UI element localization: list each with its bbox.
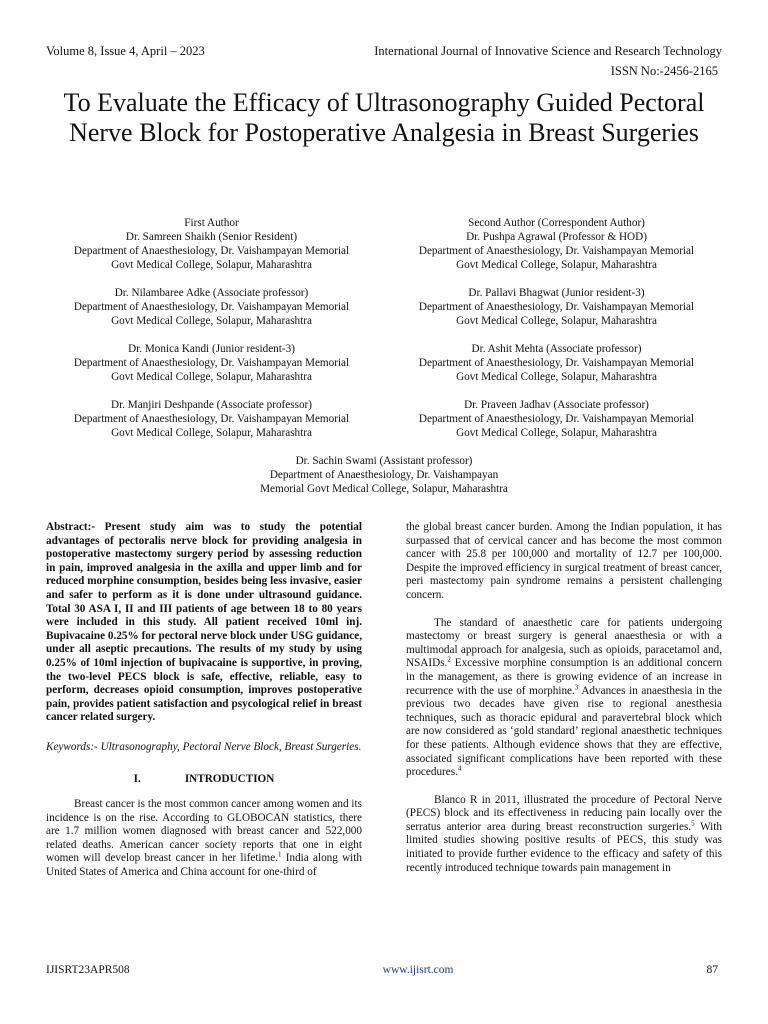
left-column xyxy=(46,521,362,880)
journal-url-link[interactable]: www.ijisrt.com xyxy=(382,964,454,976)
page-number: 87 xyxy=(706,964,718,976)
author-name: Dr. Praveen Jadhav (Associate professor) xyxy=(464,399,649,411)
author-entry xyxy=(46,398,377,440)
author-inst: Govt Medical College, Solapur, Maharashtra xyxy=(456,427,657,439)
author-entry xyxy=(46,454,722,496)
author-dept: Department of Anaesthesiology, Dr. Vaishampayan Memorial xyxy=(418,301,695,313)
author-name: Dr. Manjiri Deshpande (Associate professor) xyxy=(110,399,312,411)
author-inst: Memorial Govt Medical College, Solapur, Maharashtra xyxy=(260,483,508,495)
citation: 5 xyxy=(691,819,695,828)
author-dept: Department of Anaesthesiology, Dr. Vaishampayan Memorial xyxy=(418,245,695,257)
author-name: Dr. Ashit Mehta (Associate professor) xyxy=(471,343,642,355)
author-dept: Department of Anaesthesiology, Dr. Vaishampayan Memorial xyxy=(73,413,350,425)
author-inst: Govt Medical College, Solapur, Maharashtra xyxy=(456,259,657,271)
author-inst: Govt Medical College, Solapur, Maharashtra xyxy=(111,315,312,327)
author-entry xyxy=(391,216,722,272)
author-role: First Author xyxy=(184,217,239,229)
author-name: Dr. Samreen Shaikh (Senior Resident) xyxy=(125,231,298,243)
citation: 1 xyxy=(278,850,282,859)
author-dept: Department of Anaesthesiology, Dr. Vaishampayan Memorial xyxy=(418,413,695,425)
author-name: Dr. Pushpa Agrawal (Professor & HOD) xyxy=(466,231,647,243)
citation: 2 xyxy=(447,655,451,664)
paragraph: the global breast cancer burden. Among the Indian population, it has surpassed that of cervical cancer and has become the most common cancer with 25.8 per 100,000 and mortality of 12.7 per 100,000. Despite the improved efficiency in surgical treatment of breast cancer, peri mastectomy pain syndrome remains a persistent challenging concern. xyxy=(406,521,722,601)
section-number: I. xyxy=(133,772,141,785)
author-inst: Govt Medical College, Solapur, Maharashtra xyxy=(111,259,312,271)
author-role: Second Author (Correspondent Author) xyxy=(468,217,645,229)
keywords: Keywords:- Ultrasonography, Pectoral Nerve Block, Breast Surgeries. xyxy=(46,740,362,753)
journal-name: International Journal of Innovative Science and Research Technology xyxy=(374,44,722,58)
author-name: Dr. Pallavi Bhagwat (Junior resident-3) xyxy=(468,287,645,299)
author-entry xyxy=(391,342,722,384)
author-entry xyxy=(46,216,377,272)
section-heading xyxy=(46,773,362,787)
paragraph: Blanco R in 2011, illustrated the procedure of Pectoral Nerve (PECS) block and its effectiveness in reducing pain locally over the serratus anterior area during breast reconstruction surgeries.$^5$ With limited studies showing positive results of PECS, this study was initiated to provide further evidence to the efficacy and safety of this recently introduced technique towards pain management in xyxy=(406,793,722,874)
author-inst: Govt Medical College, Solapur, Maharashtra xyxy=(456,315,657,327)
author-entry xyxy=(391,286,722,328)
citation: 4 xyxy=(457,764,462,773)
author-dept: Department of Anaesthesiology, Dr. Vaishampayan Memorial xyxy=(73,245,350,257)
author-inst: Govt Medical College, Solapur, Maharashtra xyxy=(111,371,312,383)
author-entry xyxy=(46,342,377,384)
issn: ISSN No:-2456-2165 xyxy=(610,64,718,78)
paragraph: The standard of anaesthetic care for patients undergoing mastectomy or breast surgery is general anaesthesia or with a multimodal approach for analgesia, such as opioids, paracetamol and, NSAIDs.$^2$ Excessive morphine consumption is an additional concern in the management, as there is growing evidence of an increase in recurrence with the use of morphine.$^3$ Advances in anaesthesia in the previous two decades have given rise to regional anesthesia techniques, such as thoracic epidural and paravertebral block which are now considered as ‘gold standard’ regional anaesthetic techniques for these patients. Although evidence shows that they are effective, associated significant complications have been reported with these procedures.$^4$ xyxy=(406,616,722,779)
author-inst: Govt Medical College, Solapur, Maharashtra xyxy=(456,371,657,383)
running-footer xyxy=(46,964,718,976)
paragraph: Breast cancer is the most common cancer among women and its incidence is on the rise. According to GLOBOCAN statistics, there are 1.7 million women diagnosed with breast cancer and 522,000 related deaths. American cancer society reports that one in eight women will develop breast cancer in her lifetime.$^1$ India along with United States of America and China account for one-third of xyxy=(46,798,362,879)
section-title: INTRODUCTION xyxy=(184,772,275,785)
author-name: Dr. Monica Kandi (Junior resident-3) xyxy=(128,343,295,355)
running-header xyxy=(46,44,722,59)
author-name: Dr. Nilambaree Adke (Associate professor) xyxy=(114,287,309,299)
author-dept: Department of Anaesthesiology, Dr. Vaishampayan Memorial xyxy=(73,357,350,369)
author-entry xyxy=(391,398,722,440)
citation: 3 xyxy=(574,682,579,691)
volume-issue: Volume 8, Issue 4, April – 2023 xyxy=(46,44,205,58)
abstract: Abstract:- Present study aim was to study the potential advantages of pectoralis nerve block for providing analgesia in postoperative mastectomy surgery period by assessing reduction in pain, improved analgesia in the axilla and upper limb and for reduced morphine consumption, besides being less invasive, easier and safer to perform as it is done under ultrasound guidance. Total 30 ASA I, II and III patients of age between 18 to 80 years were included in this study. All patient received 10ml inj. Bupivacaine 0.25% for pectoral nerve block under USG guidance, under all aseptic precautions. The results of my study by using 0.25% of 10ml injection of bupivacaine is supportive, in proving, the two-level PECS block is safe, effective, reliable, easy to perform, decreases opioid consumption, improves postoperative pain, provides patient satisfaction and psycological relief in breast cancer related surgery. xyxy=(46,521,362,724)
paper-title: To Evaluate the Efficacy of Ultrasonography Guided Pectoral Nerve Block for Postoperative Analgesia in Breast Surgeries xyxy=(63,88,705,147)
right-column xyxy=(406,521,722,880)
paper-id: IJISRT23APR508 xyxy=(46,964,130,976)
author-block xyxy=(46,216,722,496)
author-dept: Department of Anaesthesiology, Dr. Vaishampayan Memorial xyxy=(73,301,350,313)
body-columns xyxy=(46,521,722,880)
author-dept: Department of Anaesthesiology, Dr. Vaishampayan Memorial xyxy=(418,357,695,369)
author-dept: Department of Anaesthesiology, Dr. Vaishampayan xyxy=(269,469,499,481)
author-entry xyxy=(46,286,377,328)
author-name: Dr. Sachin Swami (Assistant professor) xyxy=(295,455,473,467)
author-inst: Govt Medical College, Solapur, Maharashtra xyxy=(111,427,312,439)
